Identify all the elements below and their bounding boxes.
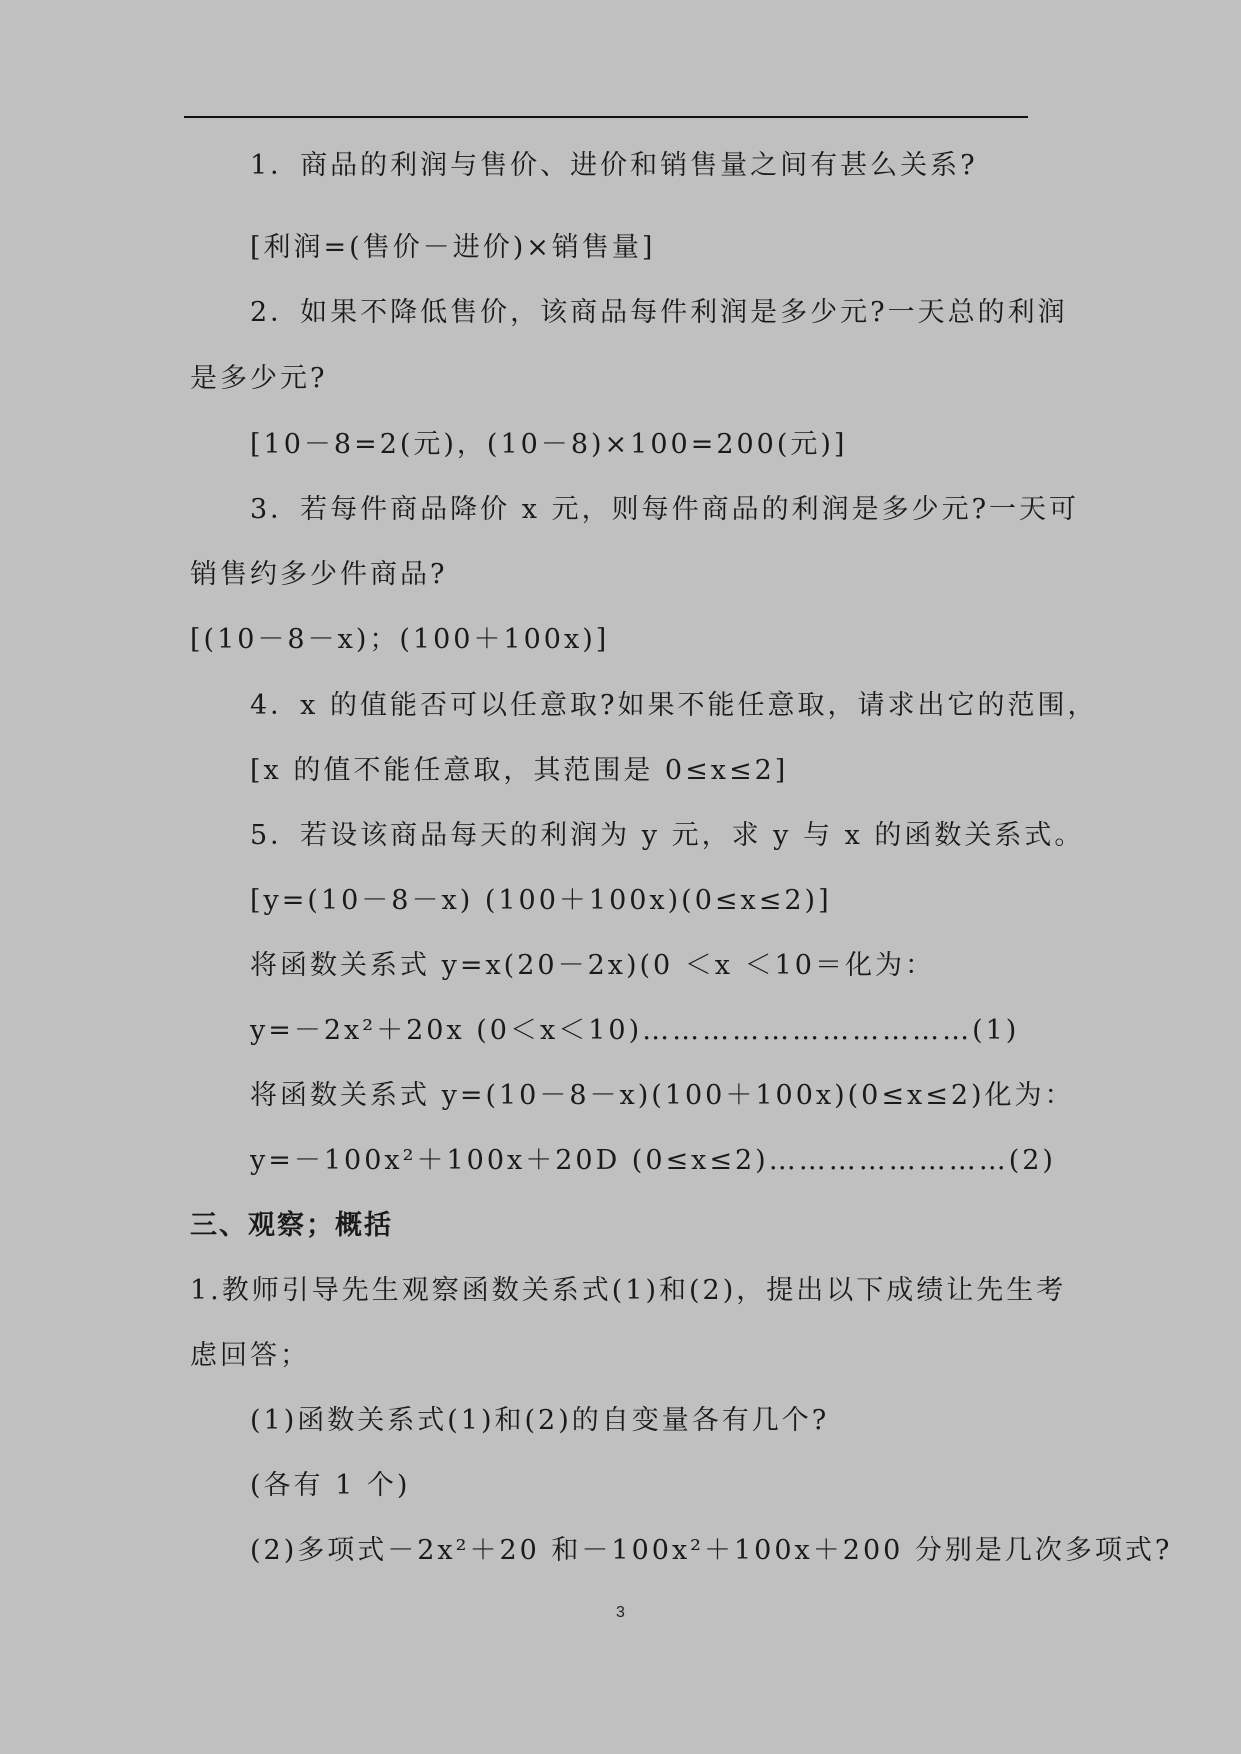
sub-question-1: (1)函数关系式(1)和(2)的自变量各有几个? <box>250 1405 830 1436</box>
answer-2: [10－8=2(元)，(10－8)×100=200(元)] <box>250 429 848 460</box>
answer-3: [(10－8－x)；(100＋100x)] <box>190 624 610 655</box>
question-5: 5．若设该商品每天的利润为 y 元，求 y 与 x 的函数关系式。 <box>250 820 1085 851</box>
conversion-1-intro: 将函数关系式 y=x(20－2x)(0 ＜x ＜10＝化为： <box>250 950 935 981</box>
question-1: 1．商品的利润与售价、进价和销售量之间有甚么关系? <box>250 150 978 181</box>
header-rule <box>184 116 1028 118</box>
section-heading: 三、观察；概括 <box>190 1210 393 1241</box>
answer-5: [y=(10－8－x) (100＋100x)(0≤x≤2)] <box>250 885 832 916</box>
formula-2: y=－100x²＋100x＋20D (0≤x≤2)……………………(2) <box>250 1145 1056 1176</box>
question-3-continued: 销售约多少件商品? <box>190 559 448 590</box>
formula-1: y=－2x²＋20x (0＜x＜10)……………………………(1) <box>250 1015 1020 1046</box>
page-number: 3 <box>616 1604 625 1621</box>
question-2: 2．如果不降低售价，该商品每件利润是多少元?一天总的利润 <box>250 297 1068 328</box>
answer-4: [x 的值不能任意取，其范围是 0≤x≤2] <box>250 755 789 786</box>
question-4: 4．x 的值能否可以任意取?如果不能任意取，请求出它的范围， <box>250 690 1098 721</box>
question-3: 3．若每件商品降价 x 元，则每件商品的利润是多少元?一天可 <box>250 494 1080 525</box>
answer-1: [利润=(售价－进价)×销售量] <box>250 232 656 263</box>
teaching-step-1-continued: 虑回答； <box>190 1340 310 1371</box>
sub-question-2: (2)多项式－2x²＋20 和－100x²＋100x＋200 分别是几次多项式? <box>250 1535 1173 1566</box>
teaching-step-1: 1.教师引导先生观察函数关系式(1)和(2)，提出以下成绩让先生考 <box>190 1275 1067 1306</box>
question-2-continued: 是多少元? <box>190 363 328 394</box>
sub-answer-1: (各有 1 个) <box>250 1470 411 1501</box>
conversion-2-intro: 将函数关系式 y=(10－8－x)(100＋100x)(0≤x≤2)化为： <box>250 1080 1075 1111</box>
